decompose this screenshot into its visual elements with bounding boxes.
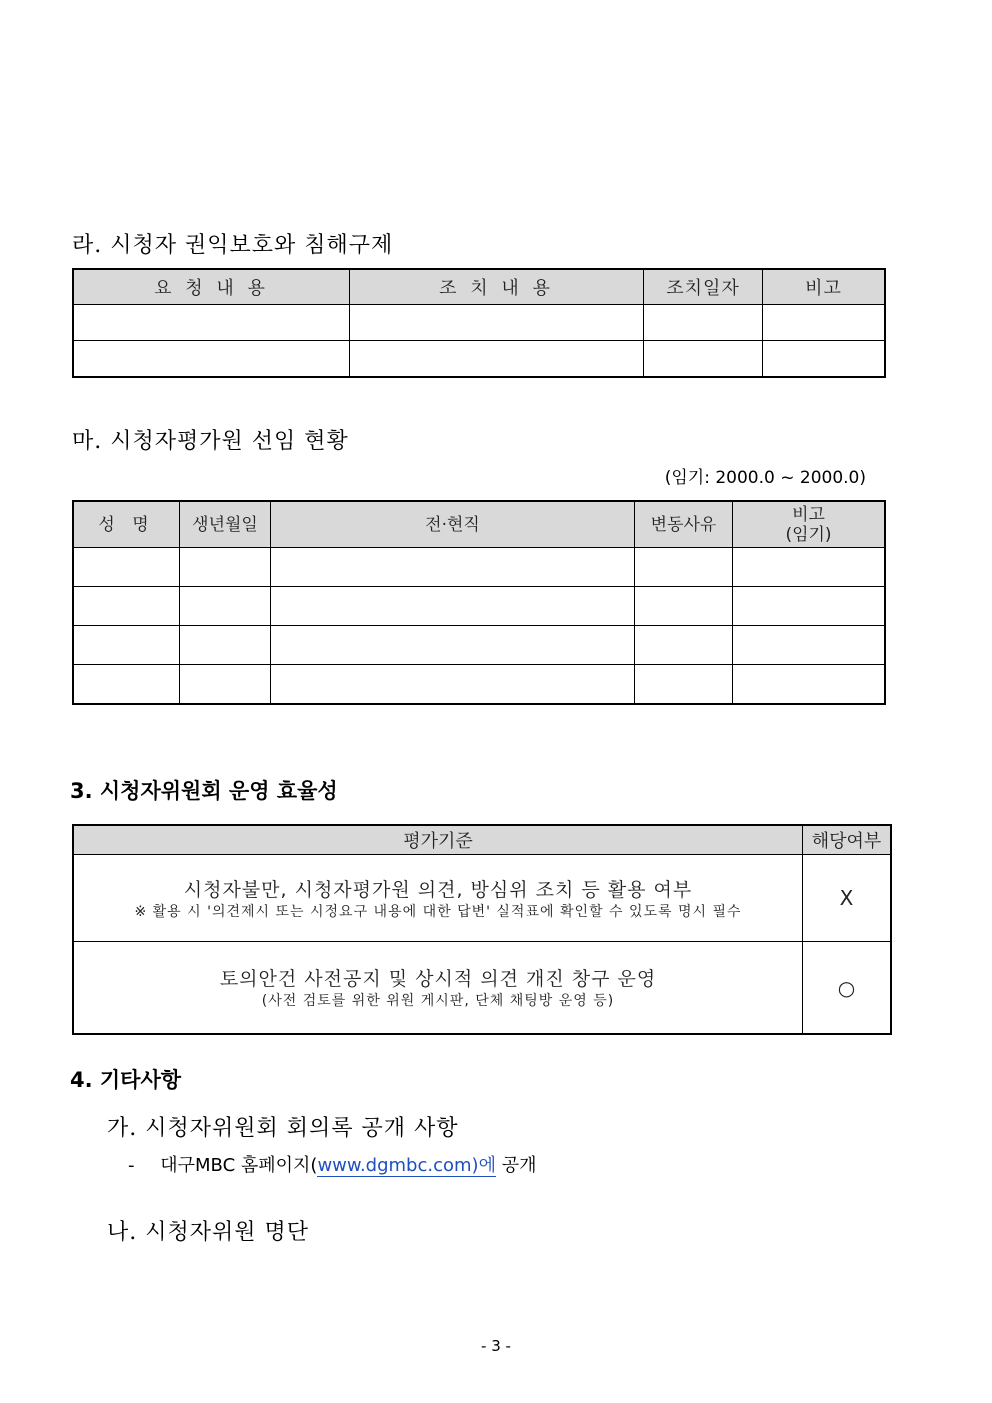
efficiency-table [72,824,892,1035]
table-row [73,305,885,341]
table-row [73,587,885,626]
header-change-reason: 변동사유 [635,501,733,548]
header-action-content: 조 치 내 용 [350,269,644,305]
header-remarks: 비고 [763,269,886,305]
criterion-detail: ※ 활용 시 '의견제시 또는 시정요구 내용에 대한 답변' 실적표에 확인할 수 있도록 명시 필수 [134,903,742,920]
applies-mark: X [803,855,892,942]
table-header-row [73,501,885,548]
table-row [73,548,885,587]
page-number: - 3 - [481,1337,511,1355]
section-ra-heading: 라. 시청자 권익보호와 침해구제 [72,233,394,258]
homepage-link[interactable]: www.dgmbc.com)에 [317,1155,496,1176]
header-position: 전·현직 [271,501,635,548]
section-4-heading: 4. 기타사항 [70,1068,182,1092]
criterion-detail: (사전 검토를 위한 위원 게시판, 단체 채팅방 운영 등) [261,993,615,1009]
header-birthdate: 생년월일 [180,501,271,548]
section-ma-heading: 마. 시청자평가원 선임 현황 [72,429,349,454]
criterion-text: 시청자불만, 시청자평가원 의견, 방심위 조치 등 활용 여부 [183,878,693,901]
table-header-row [73,269,885,305]
header-remarks-line1: 비고 [792,504,825,525]
criterion-text: 토의안건 사전공지 및 상시적 의견 개진 창구 운영 [219,968,657,990]
item-na-heading: 나. 시청자위원 명단 [107,1220,309,1245]
header-action-date: 조치일자 [644,269,763,305]
table-header-row [73,825,891,855]
header-request-content: 요 청 내 용 [73,269,350,305]
bullet-dash: - [128,1155,135,1176]
section-3-heading: 3. 시청자위원회 운영 효율성 [70,779,338,803]
term-note: (임기: 2000.0 ~ 2000.0) [664,468,866,488]
header-remarks-term [733,501,886,548]
header-criteria: 평가기준 [73,825,803,855]
header-name: 성 명 [73,501,180,548]
applies-mark: ○ [803,942,892,1035]
homepage-suffix: 공개 [495,1155,537,1176]
item-ga-heading: 가. 시청자위원회 회의록 공개 사항 [107,1116,459,1141]
table-row [73,942,891,1035]
header-remarks-line2: (임기) [785,524,832,545]
homepage-note [128,1151,536,1177]
header-applies: 해당여부 [803,825,892,855]
table-row [73,855,891,942]
table-row [73,665,885,705]
evaluator-table [72,500,886,705]
table-row [73,626,885,665]
rights-protection-table [72,268,886,378]
homepage-prefix: 대구MBC 홈페이지( [160,1155,318,1176]
table-row [73,341,885,378]
